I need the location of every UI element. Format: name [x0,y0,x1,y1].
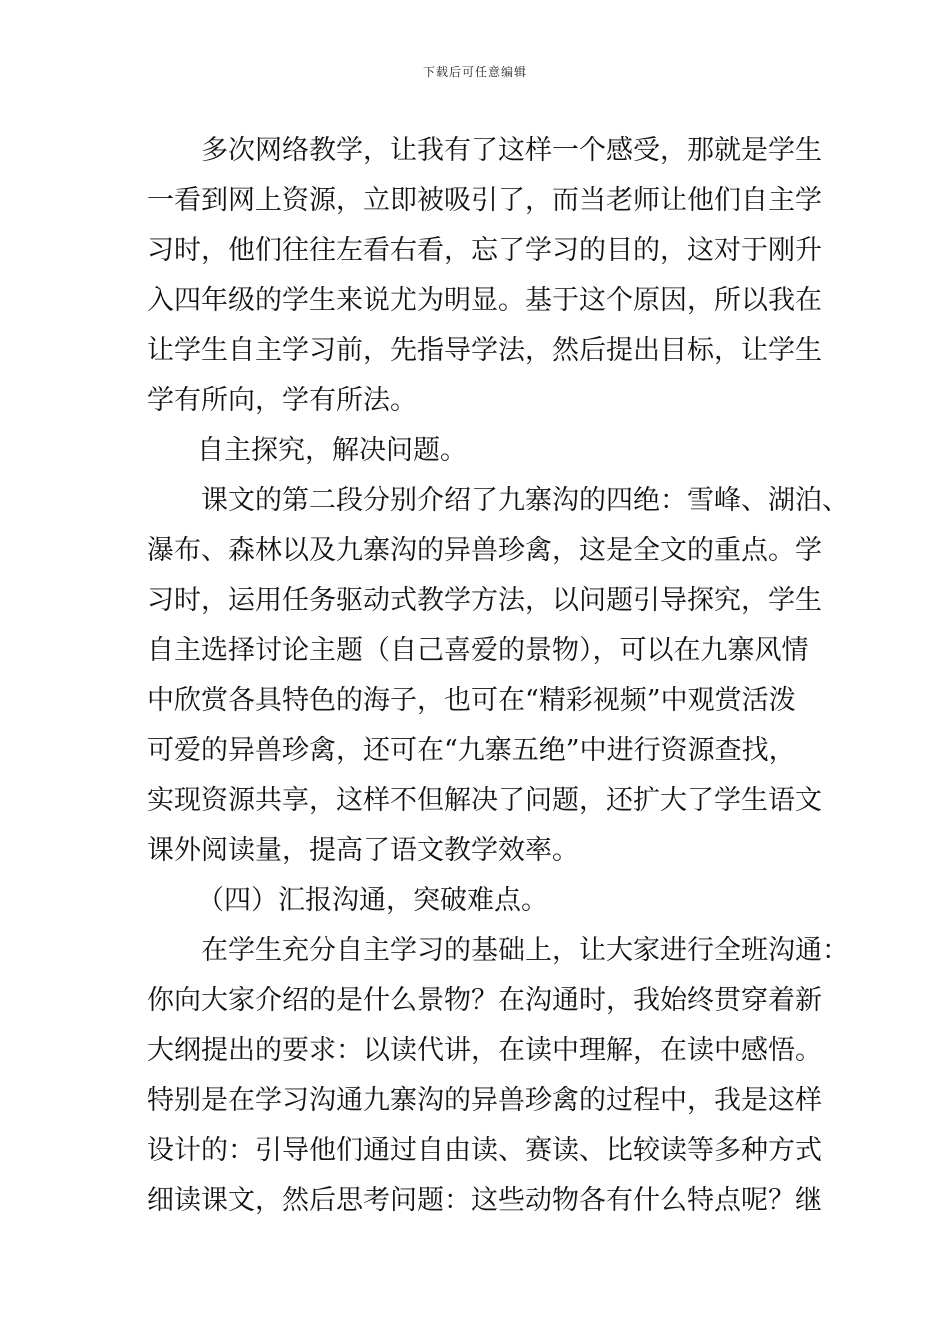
paragraph-line: 入四年级的学生来说尤为明显。基于这个原因，所以我在 [147,285,822,316]
section-heading: （四）汇报沟通，突破难点。 [197,885,548,916]
paragraph-line: 中欣赏各具特色的海子，也可在“精彩视频”中观赏活泼 [147,685,796,716]
paragraph-line: 实现资源共享，这样不但解决了问题，还扩大了学生语文 [147,785,822,816]
paragraph-line: 细读课文，然后思考问题：这些动物各有什么特点呢？继 [147,1185,822,1216]
paragraph-line: 在学生充分自主学习的基础上，让大家进行全班沟通： [201,935,849,966]
paragraph-line: 一看到网上资源，立即被吸引了，而当老师让他们自主学 [147,185,822,216]
paragraph-line: 多次网络教学，让我有了这样一个感受，那就是学生 [201,135,822,166]
paragraph-line: 习时，运用任务驱动式教学方法，以问题引导探究，学生 [147,585,822,616]
paragraph-line: 瀑布、森林以及九寨沟的异兽珍禽，这是全文的重点。学 [147,535,822,566]
section-heading: 自主探究，解决问题。 [197,435,467,466]
paragraph-line: 自主选择讨论主题（自己喜爱的景物），可以在九寨风情 [147,635,809,666]
paragraph-line: 让学生自主学习前，先指导学法，然后提出目标，让学生 [147,335,822,366]
paragraph-line: 特别是在学习沟通九寨沟的异兽珍禽的过程中，我是这样 [147,1085,822,1116]
paragraph-line: 设计的：引导他们通过自由读、赛读、比较读等多种方式 [147,1135,822,1166]
paragraph-line: 课外阅读量，提高了语文教学效率。 [147,835,579,866]
paragraph-line: 可爱的异兽珍禽，还可在“九寨五绝”中进行资源查找， [147,735,796,766]
header-note: 下载后可任意编辑 [422,65,527,79]
document-body [147,126,849,1226]
paragraph-line: 习时，他们往往左看右看，忘了学习的目的，这对于刚升 [147,235,822,266]
paragraph-line: 学有所向，学有所法。 [147,385,417,416]
paragraph-line: 课文的第二段分别介绍了九寨沟的四绝：雪峰、湖泊、 [201,485,849,516]
paragraph-line: 大纲提出的要求：以读代讲，在读中理解，在读中感悟。 [147,1035,822,1066]
paragraph-line: 你向大家介绍的是什么景物？在沟通时，我始终贯穿着新 [147,985,822,1016]
